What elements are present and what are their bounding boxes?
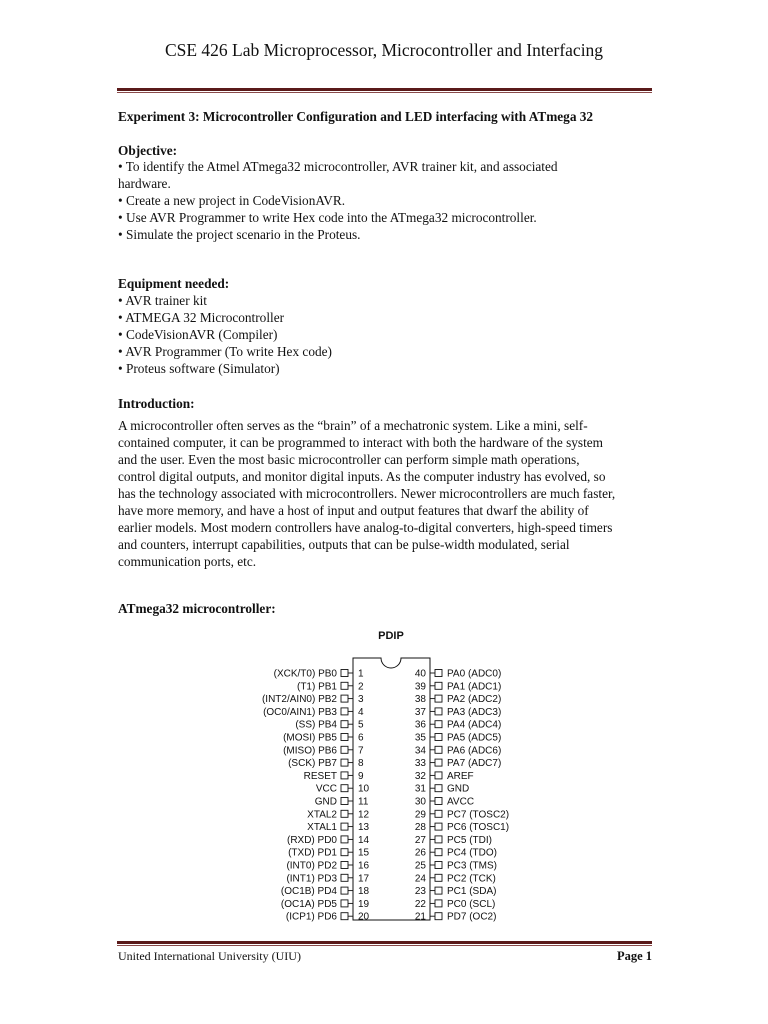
equipment-item: • AVR Programmer (To write Hex code)	[118, 344, 332, 359]
equipment-heading: Equipment needed:	[118, 276, 230, 291]
pin-name: GND	[447, 783, 470, 795]
pin-name: (ICP1) PD6	[285, 911, 337, 923]
pin-row	[415, 707, 501, 718]
pin-number: 20	[358, 911, 370, 923]
pin-row	[286, 861, 369, 872]
pin-row	[415, 758, 501, 769]
pin-name: (OC1A) PD5	[280, 898, 337, 910]
pin-row	[415, 669, 501, 680]
pin-number: 31	[414, 783, 426, 795]
pin-name: XTAL2	[307, 809, 337, 821]
pin-name: PA7 (ADC7)	[447, 758, 502, 770]
pin-number: 24	[414, 873, 426, 885]
pin-row	[415, 861, 497, 872]
footer-rule	[117, 941, 652, 944]
pin-pad	[435, 913, 442, 920]
pin-name: PC3 (TMS)	[447, 860, 497, 872]
pin-number: 23	[414, 886, 426, 898]
pin-name: PA6 (ADC6)	[447, 745, 502, 757]
pin-row	[415, 835, 492, 846]
pin-pad	[435, 746, 442, 753]
pin-row	[415, 809, 509, 820]
pin-name: (MOSI) PB5	[283, 732, 337, 744]
pin-row	[283, 733, 364, 744]
pin-pad	[435, 900, 442, 907]
pin-pad	[341, 708, 348, 715]
pin-pad	[341, 682, 348, 689]
pin-number: 26	[414, 847, 426, 859]
footer-institution: United International University (UIU)	[118, 949, 301, 963]
pin-row	[281, 886, 370, 897]
pin-pad	[435, 708, 442, 715]
introduction-line: and the user. Even the most basic microcontroller can perform simple math operations,	[118, 452, 580, 467]
objective-item: • To identify the Atmel ATmega32 microcontroller, AVR trainer kit, and associated	[118, 159, 558, 174]
pin-name: PC0 (SCL)	[447, 898, 496, 910]
pin-name: AREF	[447, 770, 474, 782]
pin-row	[415, 822, 509, 833]
pin-number: 37	[414, 706, 426, 718]
introduction-line: control digital outputs, and monitor digital inputs. As the computer industry has evolved, so	[118, 469, 606, 484]
objective-item: • Simulate the project scenario in the Proteus.	[118, 227, 361, 242]
pin-number: 13	[358, 822, 370, 834]
pin-row	[415, 745, 501, 756]
pin-row	[281, 899, 370, 910]
pin-number: 34	[414, 745, 426, 757]
pin-name: PA2 (ADC2)	[447, 694, 502, 706]
pin-name: PC7 (TOSC2)	[447, 809, 510, 821]
pin-pad	[435, 785, 442, 792]
pin-row	[316, 784, 370, 795]
pin-row	[307, 822, 369, 833]
pin-pad	[435, 734, 442, 741]
introduction-line: contained computer, it can be programmed to interact with both the hardware of the system	[118, 435, 604, 450]
pin-number: 19	[358, 898, 370, 910]
introduction-line: have more memory, and have a host of input and output features that dwarf the ability of	[118, 503, 589, 518]
pin-name: (INT1) PD3	[286, 873, 337, 885]
pin-pad	[341, 913, 348, 920]
pin-row	[286, 912, 370, 923]
pin-pad	[435, 862, 442, 869]
pin-row	[315, 797, 369, 808]
pin-number: 14	[358, 834, 370, 846]
pin-number: 22	[414, 898, 426, 910]
pin-name: PA5 (ADC5)	[447, 732, 502, 744]
page-header-title: CSE 426 Lab Microprocessor, Microcontroller and Interfacing	[164, 40, 604, 60]
pin-number: 6	[358, 732, 364, 744]
introduction-line: communication ports, etc.	[118, 554, 257, 569]
pin-name: RESET	[303, 770, 337, 782]
pin-pad	[341, 721, 348, 728]
pin-pad	[435, 810, 442, 817]
pin-row	[415, 912, 497, 923]
pin-pad	[341, 785, 348, 792]
objective-item: • Use AVR Programmer to write Hex code into the ATmega32 microcontroller.	[118, 210, 537, 225]
pin-row	[297, 681, 364, 692]
pin-number: 35	[414, 732, 426, 744]
pin-number: 9	[358, 770, 364, 782]
pin-row	[288, 848, 369, 859]
pin-number: 1	[358, 668, 364, 680]
pin-pad	[435, 887, 442, 894]
pin-number: 4	[358, 706, 364, 718]
pin-pad	[435, 874, 442, 881]
pin-row	[415, 848, 497, 859]
pin-number: 29	[414, 809, 426, 821]
pin-pad	[341, 695, 348, 702]
pin-number: 3	[358, 694, 364, 706]
pin-pad	[435, 695, 442, 702]
pin-pad	[341, 759, 348, 766]
pin-name: PA0 (ADC0)	[447, 668, 502, 680]
pin-pad	[435, 849, 442, 856]
pin-name: PC6 (TOSC1)	[447, 822, 510, 834]
pin-name: PC2 (TCK)	[447, 873, 496, 885]
pin-pad	[341, 734, 348, 741]
pin-row	[262, 694, 364, 705]
pin-row	[415, 873, 496, 884]
pin-number: 27	[414, 834, 426, 846]
pin-number: 7	[358, 745, 364, 757]
pin-number: 21	[414, 911, 426, 923]
pin-name: (MISO) PB6	[283, 745, 337, 757]
pin-name: (OC0/AIN1) PB3	[263, 706, 337, 718]
pin-row	[415, 771, 474, 782]
pin-row	[415, 784, 469, 795]
pin-number: 38	[414, 694, 426, 706]
introduction-line: and counters, interrupt capabilities, outputs that can be pulse-width modulated, serial	[118, 537, 570, 552]
pin-name: (INT2/AIN0) PB2	[261, 694, 337, 706]
pin-row	[415, 720, 501, 731]
pin-pad	[341, 670, 348, 677]
pin-number: 8	[358, 758, 364, 770]
pin-row	[287, 835, 370, 846]
introduction-line: earlier models. Most modern controllers have analog-to-digital converters, high-speed timers	[118, 520, 613, 535]
pin-pad	[435, 670, 442, 677]
pin-number: 5	[358, 719, 364, 731]
pin-number: 25	[414, 860, 426, 872]
pin-name: VCC	[315, 783, 337, 795]
pin-pad	[341, 874, 348, 881]
pin-pad	[341, 823, 348, 830]
pin-number: 10	[358, 783, 370, 795]
pin-pad	[435, 682, 442, 689]
pin-number: 33	[414, 758, 426, 770]
diagram-heading: ATmega32 microcontroller:	[118, 601, 276, 616]
pin-name: PC4 (TDO)	[447, 847, 497, 859]
pin-number: 39	[414, 681, 426, 693]
pin-name: (OC1B) PD4	[280, 886, 337, 898]
pin-pad	[341, 798, 348, 805]
pin-row	[415, 694, 501, 705]
pin-number: 15	[358, 847, 370, 859]
pin-row	[307, 809, 369, 820]
pin-name: AVCC	[447, 796, 475, 808]
pin-name: (INT0) PD2	[286, 860, 337, 872]
pin-name: PA3 (ADC3)	[447, 706, 502, 718]
pin-number: 12	[358, 809, 370, 821]
package-label: PDIP	[378, 630, 404, 642]
right-pins	[415, 669, 509, 923]
pin-name: (T1) PB1	[296, 681, 337, 693]
pin-pad	[341, 887, 348, 894]
introduction-heading: Introduction:	[118, 396, 195, 411]
experiment-title: Experiment 3: Microcontroller Configuration and LED interfacing with ATmega 32	[118, 109, 594, 124]
pin-pad	[341, 746, 348, 753]
pin-name: PD7 (OC2)	[447, 911, 497, 923]
pin-name: PC1 (SDA)	[447, 886, 497, 898]
introduction-line: A microcontroller often serves as the “brain” of a mechatronic system. Like a mini, self-	[118, 418, 588, 433]
pin-pad	[435, 836, 442, 843]
pin-number: 18	[358, 886, 370, 898]
pin-name: (RXD) PD0	[286, 834, 337, 846]
pin-row	[283, 745, 364, 756]
objective-item: hardware.	[118, 176, 171, 191]
atmega32-pinout-diagram	[0, 620, 768, 930]
equipment-item: • ATMEGA 32 Microcontroller	[118, 310, 285, 325]
pin-pad	[435, 823, 442, 830]
pin-row	[415, 797, 474, 808]
equipment-item: • Proteus software (Simulator)	[118, 361, 280, 376]
pin-number: 2	[358, 681, 364, 693]
pin-number: 36	[414, 719, 426, 731]
pin-row	[415, 733, 501, 744]
pin-pad	[435, 798, 442, 805]
pin-name: GND	[314, 796, 337, 808]
pin-pad	[435, 721, 442, 728]
pin-pad	[341, 810, 348, 817]
pin-name: (SS) PB4	[295, 719, 337, 731]
objective-item: • Create a new project in CodeVisionAVR.	[118, 193, 346, 208]
pin-row	[304, 771, 364, 782]
pin-pad	[435, 772, 442, 779]
introduction-line: has the technology associated with microcontrollers. Newer microcontrollers are much faster,	[118, 486, 616, 501]
pin-number: 32	[414, 770, 426, 782]
equipment-item: • AVR trainer kit	[118, 293, 207, 308]
pin-pad	[341, 772, 348, 779]
pin-row	[263, 707, 364, 718]
pin-number: 17	[358, 873, 370, 885]
pin-row	[415, 886, 497, 897]
header-rule	[117, 88, 652, 91]
pin-number: 16	[358, 860, 370, 872]
pin-row	[286, 873, 369, 884]
pin-pad	[341, 900, 348, 907]
pin-name: (XCK/T0) PB0	[273, 668, 337, 680]
footer-rule-thin	[117, 945, 652, 946]
page-number: Page 1	[616, 949, 652, 963]
pin-name: (TXD) PD1	[288, 847, 337, 859]
pin-pad	[435, 759, 442, 766]
pin-number: 28	[414, 822, 426, 834]
pin-row	[415, 899, 495, 910]
objective-heading: Objective:	[118, 143, 178, 158]
pin-name: PA4 (ADC4)	[447, 719, 502, 731]
equipment-item: • CodeVisionAVR (Compiler)	[118, 327, 278, 342]
pin-number: 40	[414, 668, 426, 680]
pin-number: 11	[358, 796, 369, 808]
pin-name: PA1 (ADC1)	[447, 681, 502, 693]
pin-name: XTAL1	[307, 822, 337, 834]
pin-name: PC5 (TDI)	[447, 834, 492, 846]
pin-row	[295, 720, 364, 731]
pin-row	[274, 669, 364, 680]
pin-number: 30	[414, 796, 426, 808]
pin-name: (SCK) PB7	[288, 758, 337, 770]
pin-pad	[341, 836, 348, 843]
header-rule-thin	[117, 92, 652, 93]
pin-row	[415, 681, 501, 692]
pin-pad	[341, 849, 348, 856]
pin-pad	[341, 862, 348, 869]
